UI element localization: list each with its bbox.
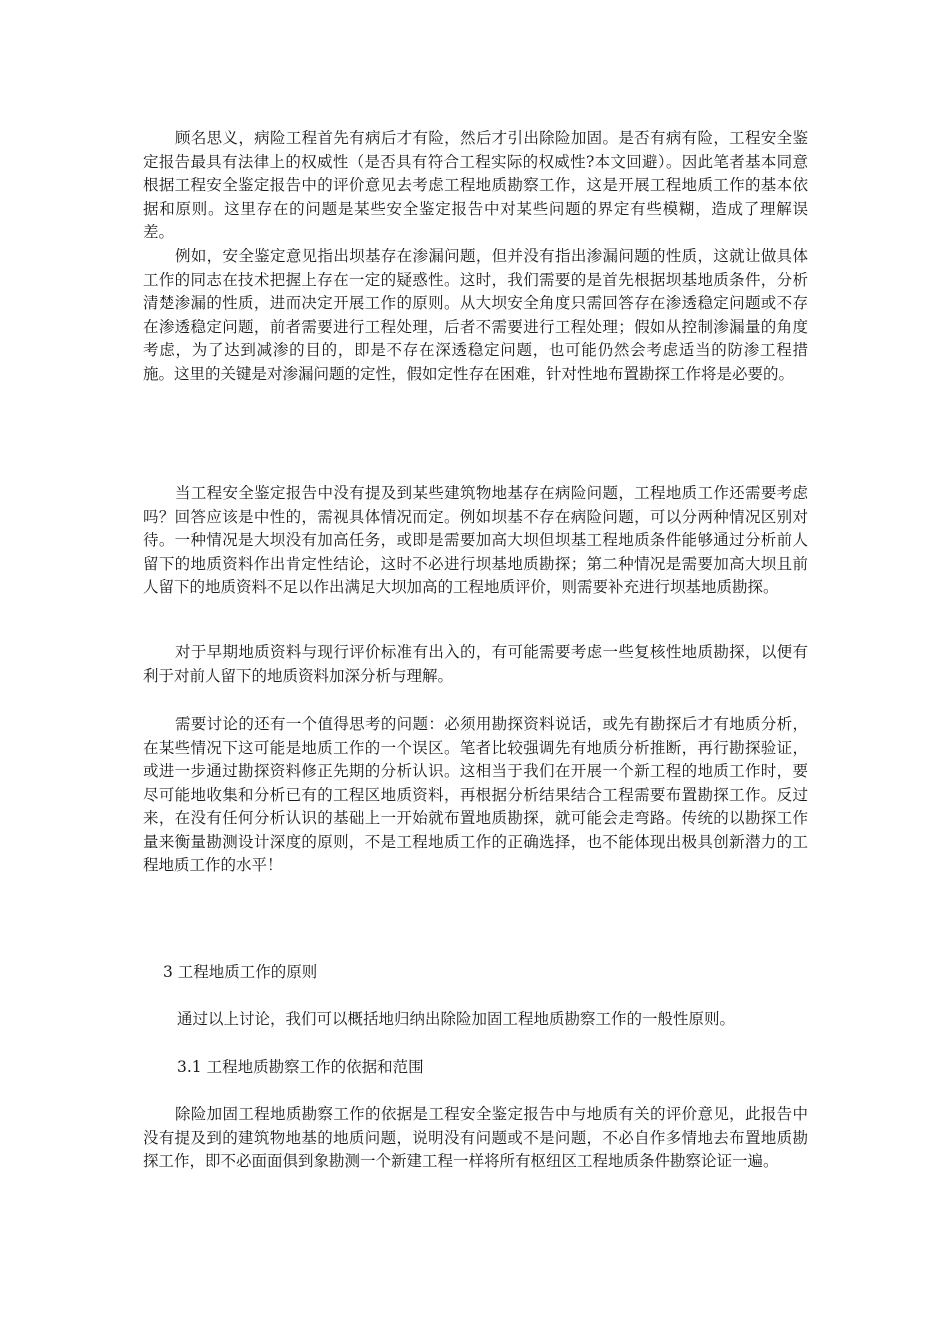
paragraph-5: 需要讨论的还有一个值得思考的问题：必须用勘探资料说话，或先有勘探后才有地质分析，在某些情况下这可能是地质工作的一个误区。笔者比较强调先有地质分析推断，再行勘探验证，或进一步通过勘探资料修正先期的分析认识。这相当于我们在开展一个新工程的地质工作时，要尽可能地收集和分析已有的工程区地质资料，再根据分析结果结合工程需要布置勘探工作。反过来，在没有任何分析认识的基础上一开始就布置地质勘探，就可能会走弯路。传统的以勘探工作量来衡量勘测设计深度的原则，不是工程地质工作的正确选择，也不能体现出极具创新潜力的工程地质工作的水平！	[143, 715, 808, 874]
paragraph-2: 例如，安全鉴定意见指出坝基存在渗漏问题，但并没有指出渗漏问题的性质，这就让做具体工作的同志在技术把握上存在一定的疑惑性。这时，我们需要的是首先根据坝基地质条件，分析清楚渗漏的性质，进而决定开展工作的原则。从大坝安全角度只需回答存在渗透稳定问题或不存在渗透稳定问题，前者需要进行工程处理，后者不需要进行工程处理；假如从控制渗漏量的角度考虑，为了达到减渗的目的，即是不存在深透稳定问题，也可能仍然会考虑适当的防渗工程措施。这里的关键是对渗漏问题的定性，假如定性存在困难，针对性地布置勘探工作将是必要的。	[143, 247, 808, 383]
paragraph-1: 顾名思义，病险工程首先有病后才有险，然后才引出除险加固。是否有病有险，工程安全鉴定报告最具有法律上的权威性（是否具有符合工程实际的权威性?本文回避）。因此笔者基本同意根据工程安全鉴定报告中的评价意见去考虑工程地质勘察工作，这是开展工程地质工作的基本依据和原则。这里存在的问题是某些安全鉴定报告中对某些问题的界定有些模糊，造成了理解误差。	[143, 129, 808, 241]
section-heading: 3 工程地质工作的原则	[163, 963, 318, 981]
section-intro: 通过以上讨论，我们可以概括地归纳出除险加固工程地质勘察工作的一般性原则。	[177, 1010, 736, 1028]
paragraph-3: 当工程安全鉴定报告中没有提及到某些建筑物地基存在病险问题，工程地质工作还需要考虑吗？回答应该是中性的，需视具体情况而定。例如坝基不存在病险问题，可以分两种情况区别对待。一种情况是大坝没有加高任务，或即是需要加高大坝但坝基工程地质条件能够通过分析前人留下的地质资料作出肯定性结论，这时不必进行坝基地质勘探；第二种情况是需要加高大坝且前人留下的地质资料不足以作出满足大坝加高的工程地质评价，则需要补充进行坝基地质勘探。	[143, 484, 808, 596]
subsection-paragraph: 除险加固工程地质勘察工作的依据是工程安全鉴定报告中与地质有关的评价意见，此报告中没有提及到的建筑物地基的地质问题，说明没有问题或不是问题，不必自作多情地去布置地质勘探工作，即不必面面俱到象勘测一个新建工程一样将所有枢纽区工程地质条件勘察论证一遍。	[143, 1105, 808, 1170]
subsection-heading: 3.1 工程地质勘察工作的依据和范围	[177, 1058, 424, 1076]
paragraph-4: 对于早期地质资料与现行评价标准有出入的，有可能需要考虑一些复核性地质勘探，以便有利于对前人留下的地质资料加深分析与理解。	[143, 643, 808, 685]
